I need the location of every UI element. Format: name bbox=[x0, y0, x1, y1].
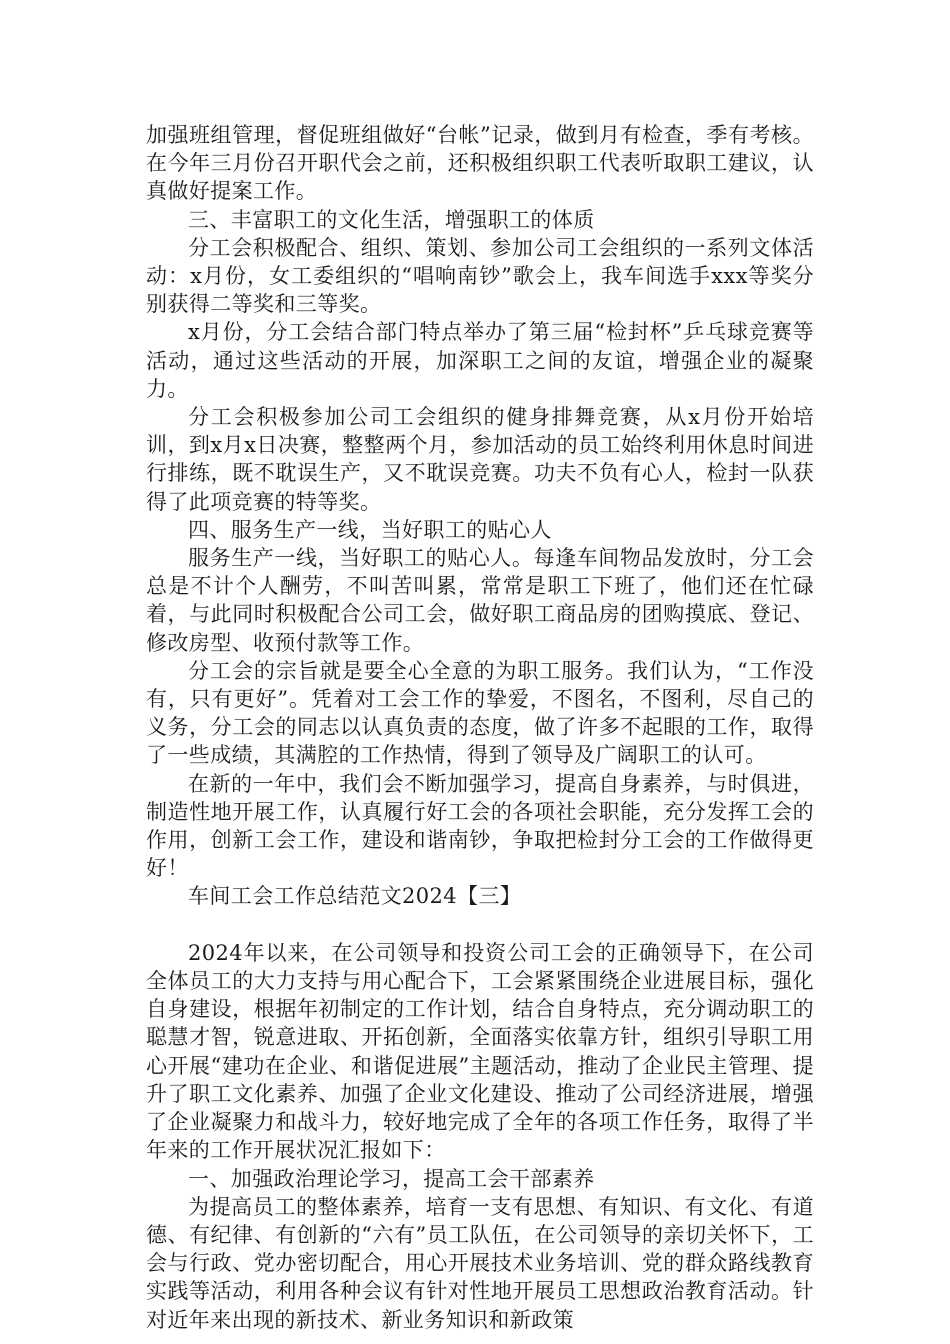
paragraph-service: 服务生产一线，当好职工的贴心人。每逢车间物品发放时，分工会总是不计个人酬劳，不叫苦叫累，常常是职工下班了，他们还在忙碌着，与此同时积极配合公司工会，做好职工商品房的团购摸底、登记、修改房型、收预付款等工作。 bbox=[146, 546, 814, 655]
paragraph-new-year: 在新的一年中，我们会不断加强学习，提高自身素养，与时俱进，制造性地开展工作，认真履行好工会的各项社会职能，充分发挥工会的作用，创新工会工作，建设和谐南钞，争取把检封分工会的工作做得更好！ bbox=[146, 771, 814, 881]
paragraph-culture-activities: 分工会积极配合、组织、策划、参加公司工会组织的一系列文体活动：x月份，女工委组织的“唱响南钞”歌会上，我车间选手xxx等奖分别获得二等奖和三等奖。 bbox=[146, 235, 814, 317]
paragraph-dance-contest: 分工会积极参加公司工会组织的健身排舞竞赛，从x月份开始培训，到x月x日决赛，整整两个月，参加活动的员工始终利用休息时间进行排练，既不耽误生产，又不耽误竞赛。功夫不负有心人，检封一队获得了此项竞赛的特等奖。 bbox=[146, 405, 814, 514]
article-title-three: 车间工会工作总结范文2024【三】 bbox=[188, 884, 522, 909]
paragraph-continued: 加强班组管理，督促班组做好“台帐”记录，做到月有检查，季有考核。在今年三月份召开职代会之前，还积极组织职工代表听取职工建议，认真做好提案工作。 bbox=[146, 123, 814, 204]
paragraph-quality-training: 为提高员工的整体素养，培育一支有思想、有知识、有文化、有道德、有纪律、有创新的“六有”员工队伍，在公司领导的亲切关怀下，工会与行政、党办密切配合，用心开展技术业务培训、党的群众路线教育实践等活动，利用各种会议有针对性地开展员工思想政治教育活动。针对近年来出现的新技术、新业务知识和新政策 bbox=[146, 1194, 814, 1332]
section-heading-1: 一、加强政治理论学习，提高工会干部素养 bbox=[188, 1166, 595, 1191]
blank-line bbox=[146, 911, 814, 939]
paragraph-2024-overview: 2024年以来，在公司领导和投资公司工会的正确领导下，在公司全体员工的大力支持与用心配合下，工会紧紧围绕企业进展目标，强化自身建设，根据年初制定的工作计划，结合自身特点，充分调动职工的聪慧才智，锐意进取、开拓创新，全面落实依靠方针，组织引导职工用心开展“建功在企业、和谐促进展”主题活动，推动了企业民主管理、提升了职工文化素养、加强了企业文化建设、推动了公司经济进展，增强了企业凝聚力和战斗力，较好地完成了全年的各项工作任务，取得了半年来的工作开展状况汇报如下： bbox=[146, 940, 814, 1163]
paragraph-purpose: 分工会的宗旨就是要全心全意的为职工服务。我们认为，“工作没有，只有更好”。凭着对工会工作的挚爱，不图名，不图利，尽自己的义务，分工会的同志以认真负责的态度，做了许多不起眼的工作，取得了一些成绩，其满腔的工作热情，得到了领导及广阔职工的认可。 bbox=[146, 658, 814, 768]
section-heading-3: 三、丰富职工的文化生活，增强职工的体质 bbox=[188, 207, 595, 232]
document-page bbox=[146, 121, 814, 1334]
section-heading-4: 四、服务生产一线，当好职工的贴心人 bbox=[188, 517, 552, 542]
paragraph-pingpong-contest: x月份，分工会结合部门特点举办了第三届“检封杯”乒乓球竞赛等活动，通过这些活动的开展，加深职工之间的友谊，增强企业的凝聚力。 bbox=[146, 320, 814, 401]
